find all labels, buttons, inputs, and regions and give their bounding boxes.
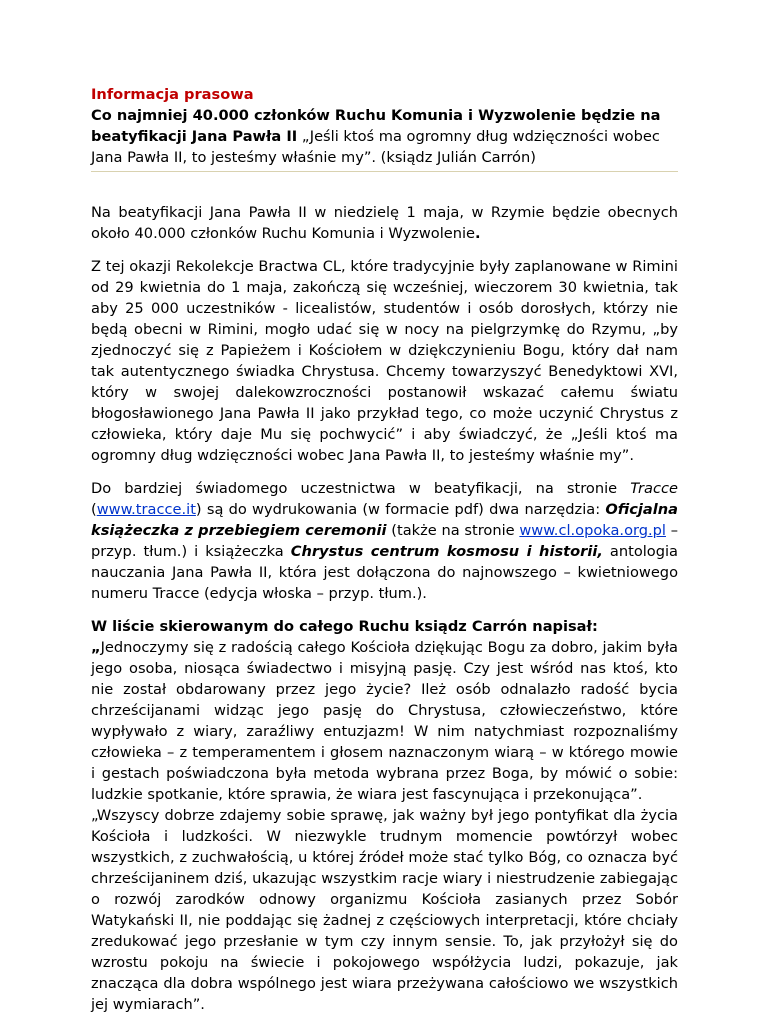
tracce-link[interactable]: www.tracce.it [96,501,196,518]
tracce-title: Tracce [630,480,678,497]
lead-end: . [475,225,481,242]
paragraph-tools [91,478,678,604]
official-booklet-title: Oficjalna książeczka z przebiegiem ceremonii [91,501,678,539]
lead-paragraph [91,202,678,244]
press-release [91,84,678,1015]
lead-text: Na beatyfikacji Jana Pawła II w niedzielę 1 maja, w Rzymie będzie obecnych około 40.000 członków Ruchu Komunia i Wyzwolenie [91,204,678,242]
tools-text-4: – przyp. tłum.) i książeczka [91,522,678,560]
press-release-label: Informacja prasowa [91,86,254,103]
letter-quote-2: „Wszyscy dobrze zdajemy sobie sprawę, jak ważny był jego pontyfikat dla życia Kościoła i ludzkości. W niezwykle trudnym momencie powtórzył wobec wszystkich, z zuchwałością, u której źródeł może stać tylko Bóg, co oznacza być chrześcijaninem dziś, ukazując wszystkim racje wiary i niestrudzenie zabiegając o rozwój zarodków odnowy organizmu Kościoła zasianych przez Sobór Watykański II, nie poddając się żadnej z częściowych interpretacji, które chciały zredukować jego przesłanie w tym czy innym sensie. To, jak przyłożył się do wzrostu pokoju na świecie i pokojowego współżycia ludzi, pokazuje, jak znacząca dla dobra wspólnego jest wiara przeżywana całościowo we wszystkich jej wymiarach”. [91,807,678,1013]
header-divider [91,171,678,172]
headline-quote: „Jeśli ktoś ma ogromny dług wdzięczności wobec Jana Pawła II, to jesteśmy właśnie my”. (ksiądz Julián Carrón) [91,128,660,166]
tools-text-5: antologia nauczania Jana Pawła II, która jest dołączona do najnowszego – kwietniowego numeru Tracce (edycja włoska – przyp. tłum.). [91,543,678,602]
paragraph-retreat: Z tej okazji Rekolekcje Bractwa CL, które tradycyjnie były zaplanowane w Rimini od 29 kwietnia do 1 maja, zakończą się wcześniej, wieczorem 30 kwietnia, tak aby 25 000 uczestników - licealistów, studentów i osób dorosłych, którzy nie będą obecni w Rimini, mogło udać się w nocy na pielgrzymkę do Rzymu, „by zjednoczyć się z Papieżem i Kościołem w dziękczynieniu Bogu, który dał nam tak autentycznego świadka Chrystusa. Chcemy towarzyszyć Benedyktowi XVI, który w swojej dalekowzroczności postanowił wskazać całemu światu błogosławionego Jana Pawła II jako przykład tego, co może uczynić Chrystus z człowieka, który daje Mu się pochwycić” i aby świadczyć, że „Jeśli ktoś ma ogromny dług wdzięczności wobec Jana Pawła II, to jesteśmy właśnie my”. [91,258,678,464]
tools-text-2: są do wydrukowania (w formacie pdf) dwa narzędzia: [201,501,606,518]
headline [91,105,678,168]
opoka-link[interactable]: www.cl.opoka.org.pl [519,522,666,539]
tools-text-3: (także na stronie [386,522,520,539]
letter-heading: W liście skierowanym do całego Ruchu ksiądz Carrón napisał: [91,618,598,635]
paren-close: ) [195,501,202,518]
letter-quote-1-text: Jednoczymy się z radością całego Kościoła dziękując Bogu za dobro, jakim była jego osoba, niosąca świadectwo i misyjną pasję. Czy jest wśród nas ktoś, kto nie został obdarowany przez jego życie? Ileż osób odnalazło radość bycia chrześcijanami widząc jego pasję do Chrystusa, człowieczeństwo, które wypływało z wiary, zaraźliwy entuzjazm! W nim natychmiast rozpoznaliśmy człowieka – z temperamentem i głosem naznaczonym wiarą – w którego mowie i gestach poświadczona była metoda wybrana przez Boga, by mówić o sobie: ludzkie spotkanie, które sprawia, że wiara jest fascynująca i przekonująca”. [91,639,678,803]
headline-title: Co najmniej 40.000 członków Ruchu Komunia i Wyzwolenie będzie na beatyfikacji Jana Pawła II [91,107,661,145]
letter-quote-1 [91,637,678,805]
christ-booklet-title: Chrystus centrum kosmosu i historii, [290,543,603,560]
paren-open: ( [91,501,97,518]
tools-text-1: Do bardziej świadomego uczestnictwa w beatyfikacji, na stronie [91,480,631,497]
quote-open-mark: „ [91,639,101,656]
